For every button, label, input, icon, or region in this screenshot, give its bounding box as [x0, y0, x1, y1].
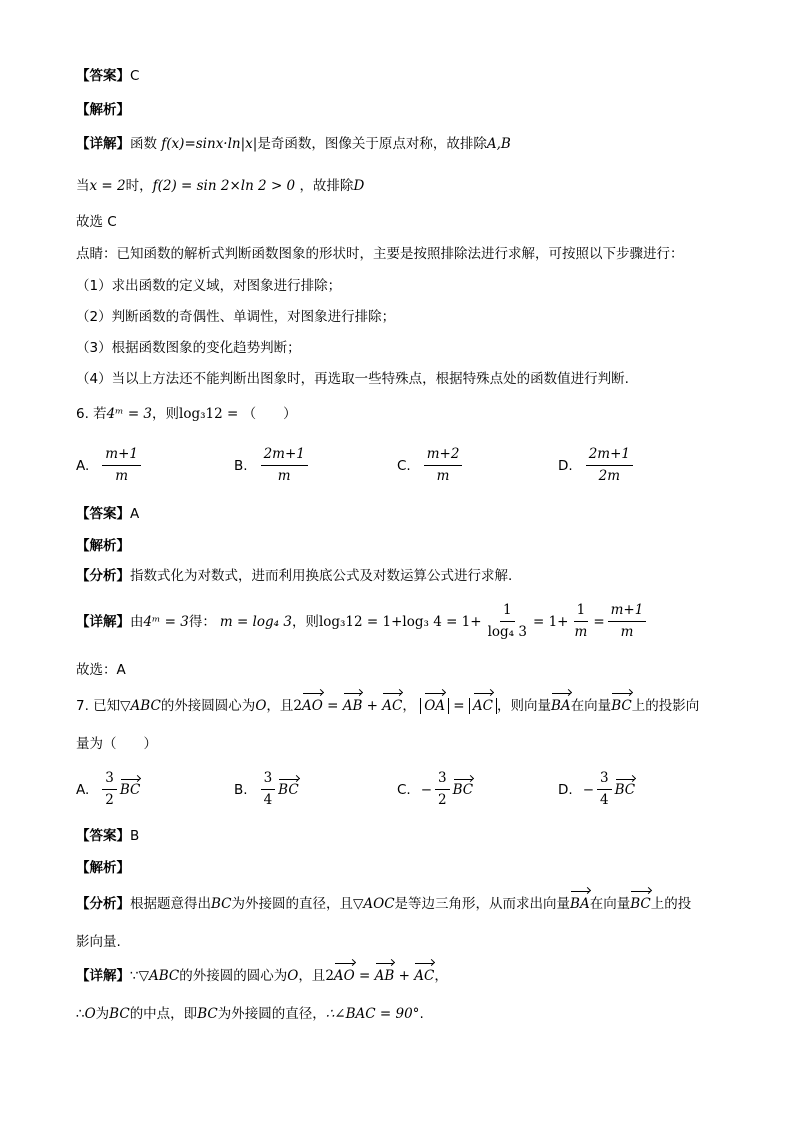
fraction-1 — [485, 602, 530, 641]
coefficient: 2 — [325, 968, 334, 984]
q5-choose-line — [76, 212, 117, 232]
fraction-2 — [572, 602, 591, 641]
q7-detail-line — [76, 966, 448, 986]
option-label: B. — [234, 781, 248, 798]
fenxi-tag: 【分析】 — [76, 896, 130, 912]
option-vector: BC — [278, 781, 299, 798]
answer-value: B — [130, 828, 140, 844]
option-label: A. — [76, 457, 90, 474]
q5-detail-line — [76, 134, 511, 154]
q5-step-1 — [76, 276, 341, 296]
fenxi-text: 在向量 — [589, 896, 631, 912]
numerator: 2m+1 — [586, 446, 633, 466]
fenxi-text: 为外接圆的直径，且 — [231, 896, 354, 912]
stem-text: 6. 若 — [76, 406, 107, 422]
vector-ac: AC — [382, 698, 403, 714]
vector-bc: BC — [630, 896, 651, 912]
numerator: m+1 — [102, 446, 141, 466]
vector-ab: AB — [342, 698, 363, 714]
analysis-tag: 【解析】 — [76, 102, 130, 118]
fenxi-text: 上的投 — [650, 896, 692, 912]
option-label: D. — [558, 781, 573, 798]
stem-text: 上的投影向 — [631, 698, 700, 714]
option-vector: BC — [614, 781, 636, 798]
denominator: 4 — [263, 792, 273, 808]
step-text: （1）求出函数的定义域，对图象进行排除； — [76, 278, 342, 294]
q5-when-line — [76, 176, 364, 196]
q6-fenxi-line — [76, 566, 512, 586]
point-o: O — [84, 1006, 96, 1022]
detail-text: 的外接圆的圆心为 — [179, 968, 288, 984]
q5-analysis-line — [76, 100, 130, 120]
function-expression: f(x)=sinx·ln|x| — [161, 136, 258, 152]
q7-option-b — [234, 770, 299, 809]
fenxi-text: 根据题意得出 — [130, 896, 211, 912]
q7-last-line — [76, 1004, 424, 1024]
choose-text: 故选 C — [76, 214, 117, 230]
option-fraction — [597, 770, 612, 809]
q6-option-d — [558, 446, 636, 485]
vector-ba: BA — [570, 896, 590, 912]
stem-text: ，则向量 — [497, 698, 552, 714]
excluded-options: A,B — [486, 136, 511, 152]
fenxi-text: 指数式化为对数式，进而利用换底公式及对数运算公式进行求解. — [130, 568, 513, 584]
option-label: C. — [397, 781, 411, 798]
fenxi-text: 是等边三角形，从而求出向量 — [394, 896, 571, 912]
q7-stem-line-1: 7. 已知▽ABC的外接圆圆心为O，且2AO = AB + AC， OA = AC ，则向量BA在向量BC上的投影向 — [76, 698, 700, 714]
denominator: m — [277, 468, 291, 484]
q6-option-a — [76, 446, 144, 485]
choose-text: 故选：A — [76, 662, 126, 678]
q6-option-c — [397, 446, 465, 485]
q7-fenxi-line-2 — [76, 932, 121, 952]
analysis-tag: 【解析】 — [76, 538, 130, 554]
when-x: x = 2 — [89, 178, 126, 194]
q6-answer-line — [76, 504, 139, 524]
fraction-3 — [608, 602, 647, 641]
option-vector: BC — [452, 781, 474, 798]
option-sign: − — [582, 781, 594, 798]
option-fraction — [586, 446, 633, 485]
q7-option-d — [558, 770, 635, 809]
fenxi-text: 影向量. — [76, 934, 121, 950]
numerator: 1 — [574, 602, 589, 622]
q5-tip-line — [76, 244, 684, 264]
detail-text: ，且 — [298, 968, 326, 984]
option-vector: BC — [119, 781, 141, 798]
denominator: m — [436, 468, 450, 484]
q7-fenxi-line-1 — [76, 894, 691, 914]
q7-answer-line — [76, 826, 139, 846]
stem-text: 的外接圆圆心为 — [160, 698, 256, 714]
vector-bc: BC — [611, 698, 632, 714]
answer-tag: 【答案】 — [76, 506, 130, 522]
detail-tag: 【详解】 — [76, 613, 130, 630]
option-label: D. — [558, 457, 573, 474]
equals-sign: = — [322, 698, 343, 714]
numerator: m+1 — [608, 602, 647, 622]
vector-ab: AB — [374, 968, 395, 984]
stem-condition: 4ᵐ = 3 — [106, 406, 153, 422]
when-text: 当 — [76, 178, 90, 194]
step-text: （4）当以上方法还不能判断出图象时，再选取一些特殊点，根据特殊点处的函数值进行判断. — [76, 371, 629, 387]
detail-equals: = 1+ — [532, 613, 569, 630]
fenxi-tag: 【分析】 — [76, 568, 130, 584]
detail-m-expression: m = log₄ 3 — [219, 613, 292, 630]
when-text: ，故排除 — [299, 178, 354, 194]
denominator: m — [574, 624, 588, 640]
denominator: 4 — [600, 792, 609, 808]
answer-value: C — [130, 68, 140, 84]
when-expression: f(2) = sin 2×ln 2 > 0 — [152, 178, 296, 194]
vector-ao: AO — [301, 698, 323, 714]
detail-text: 函数 — [130, 136, 157, 152]
q7-option-a — [76, 770, 140, 809]
detail-text: 为外接圆的直径， — [217, 1006, 326, 1022]
detail-text: ， — [434, 968, 448, 984]
q6-option-b — [234, 446, 311, 485]
stem-text: ，且 — [266, 698, 294, 714]
q6-detail-line — [76, 602, 649, 641]
angle-expression: ∴∠BAC = 90° — [325, 1006, 420, 1022]
denominator: log₄ 3 — [487, 624, 527, 640]
detail-text: 是奇函数，图像关于原点对称，故排除 — [257, 136, 487, 152]
vector-ao: AO — [333, 968, 355, 984]
vector-ac: AC — [414, 968, 435, 984]
numerator: 3 — [435, 770, 450, 790]
option-fraction — [435, 770, 450, 809]
tip-text: 点睛：已知函数的解析式判断函数图象的形状时，主要是按照排除法进行求解，可按照以下步骤进行： — [76, 246, 684, 262]
option-fraction — [261, 446, 308, 485]
q6-analysis-line — [76, 536, 130, 556]
option-sign: − — [420, 781, 433, 798]
denominator: m — [115, 468, 129, 484]
detail-text: 得： — [188, 613, 216, 630]
numerator: m+2 — [424, 446, 463, 466]
segment-bc: BC — [211, 896, 232, 912]
detail-text: ，则 — [291, 613, 319, 630]
denominator: m — [620, 624, 634, 640]
abs-oa — [420, 698, 449, 714]
triangle-symbol: ▽ABC — [120, 698, 161, 714]
detail-text: 由 — [130, 613, 144, 630]
stem-text: 量为（ ） — [76, 736, 157, 752]
option-fraction — [102, 770, 117, 809]
detail-text: 为 — [95, 1006, 110, 1022]
vector-ba: BA — [551, 698, 571, 714]
analysis-tag: 【解析】 — [76, 860, 130, 876]
point-o: O — [287, 968, 299, 984]
option-fraction — [261, 770, 276, 809]
numerator: 1 — [500, 602, 515, 622]
denominator: 2 — [438, 792, 447, 808]
plus-sign: + — [394, 968, 415, 984]
numerator: 2m+1 — [261, 446, 308, 466]
q7-option-c — [397, 770, 473, 809]
coefficient: 2 — [293, 698, 302, 714]
denominator: 2 — [105, 792, 114, 808]
q6-choose-line — [76, 660, 126, 680]
point-o: O — [255, 698, 267, 714]
option-label: C. — [397, 457, 411, 474]
detail-equals: = — [593, 613, 605, 630]
option-label: A. — [76, 781, 90, 798]
segment-bc: BC — [109, 1006, 130, 1022]
answer-tag: 【答案】 — [76, 828, 130, 844]
numerator: 3 — [261, 770, 276, 790]
q7-analysis-line — [76, 858, 130, 878]
numerator: 3 — [102, 770, 117, 790]
abs-ac — [469, 698, 497, 714]
q5-step-2 — [76, 307, 395, 327]
vector-oa: OA — [424, 698, 446, 714]
q5-answer-line — [76, 66, 139, 86]
stem-expression: log₃12 = （ ） — [179, 406, 297, 422]
stem-text: ， — [402, 698, 416, 714]
q7-stem-line-2 — [76, 734, 157, 754]
stem-text: ，则 — [152, 406, 180, 422]
option-fraction — [102, 446, 141, 485]
excluded-option: D — [353, 178, 365, 194]
equals-sign: = — [354, 968, 375, 984]
q6-stem — [76, 404, 297, 424]
therefore-symbol: ∴ — [76, 1006, 85, 1022]
detail-chain: log₃12 = 1+log₃ 4 = 1+ — [318, 613, 482, 630]
q5-step-4 — [76, 369, 629, 389]
detail-condition: 4ᵐ = 3 — [143, 613, 189, 630]
stem-text: 7. 已知 — [76, 698, 121, 714]
stem-text: 在向量 — [570, 698, 612, 714]
plus-sign: + — [362, 698, 383, 714]
detail-text: 的中点，即 — [129, 1006, 198, 1022]
triangle-aoc: ▽AOC — [353, 896, 395, 912]
answer-tag: 【答案】 — [76, 68, 130, 84]
step-text: （2）判断函数的奇偶性、单调性，对图象进行排除； — [76, 309, 396, 325]
numerator: 3 — [597, 770, 612, 790]
answer-value: A — [130, 506, 140, 522]
segment-bc: BC — [197, 1006, 218, 1022]
q5-step-3 — [76, 338, 301, 358]
when-text: 时， — [125, 178, 153, 194]
vector-ac: AC — [472, 698, 494, 714]
option-fraction — [424, 446, 463, 485]
step-text: （3）根据函数图象的变化趋势判断； — [76, 340, 301, 356]
detail-tag: 【详解】 — [76, 136, 130, 152]
because-symbol: ∵ — [130, 968, 139, 984]
period: . — [419, 1006, 424, 1022]
denominator: 2m — [598, 468, 621, 484]
detail-tag: 【详解】 — [76, 968, 130, 984]
triangle-symbol: ▽ABC — [138, 968, 180, 984]
option-label: B. — [234, 457, 248, 474]
